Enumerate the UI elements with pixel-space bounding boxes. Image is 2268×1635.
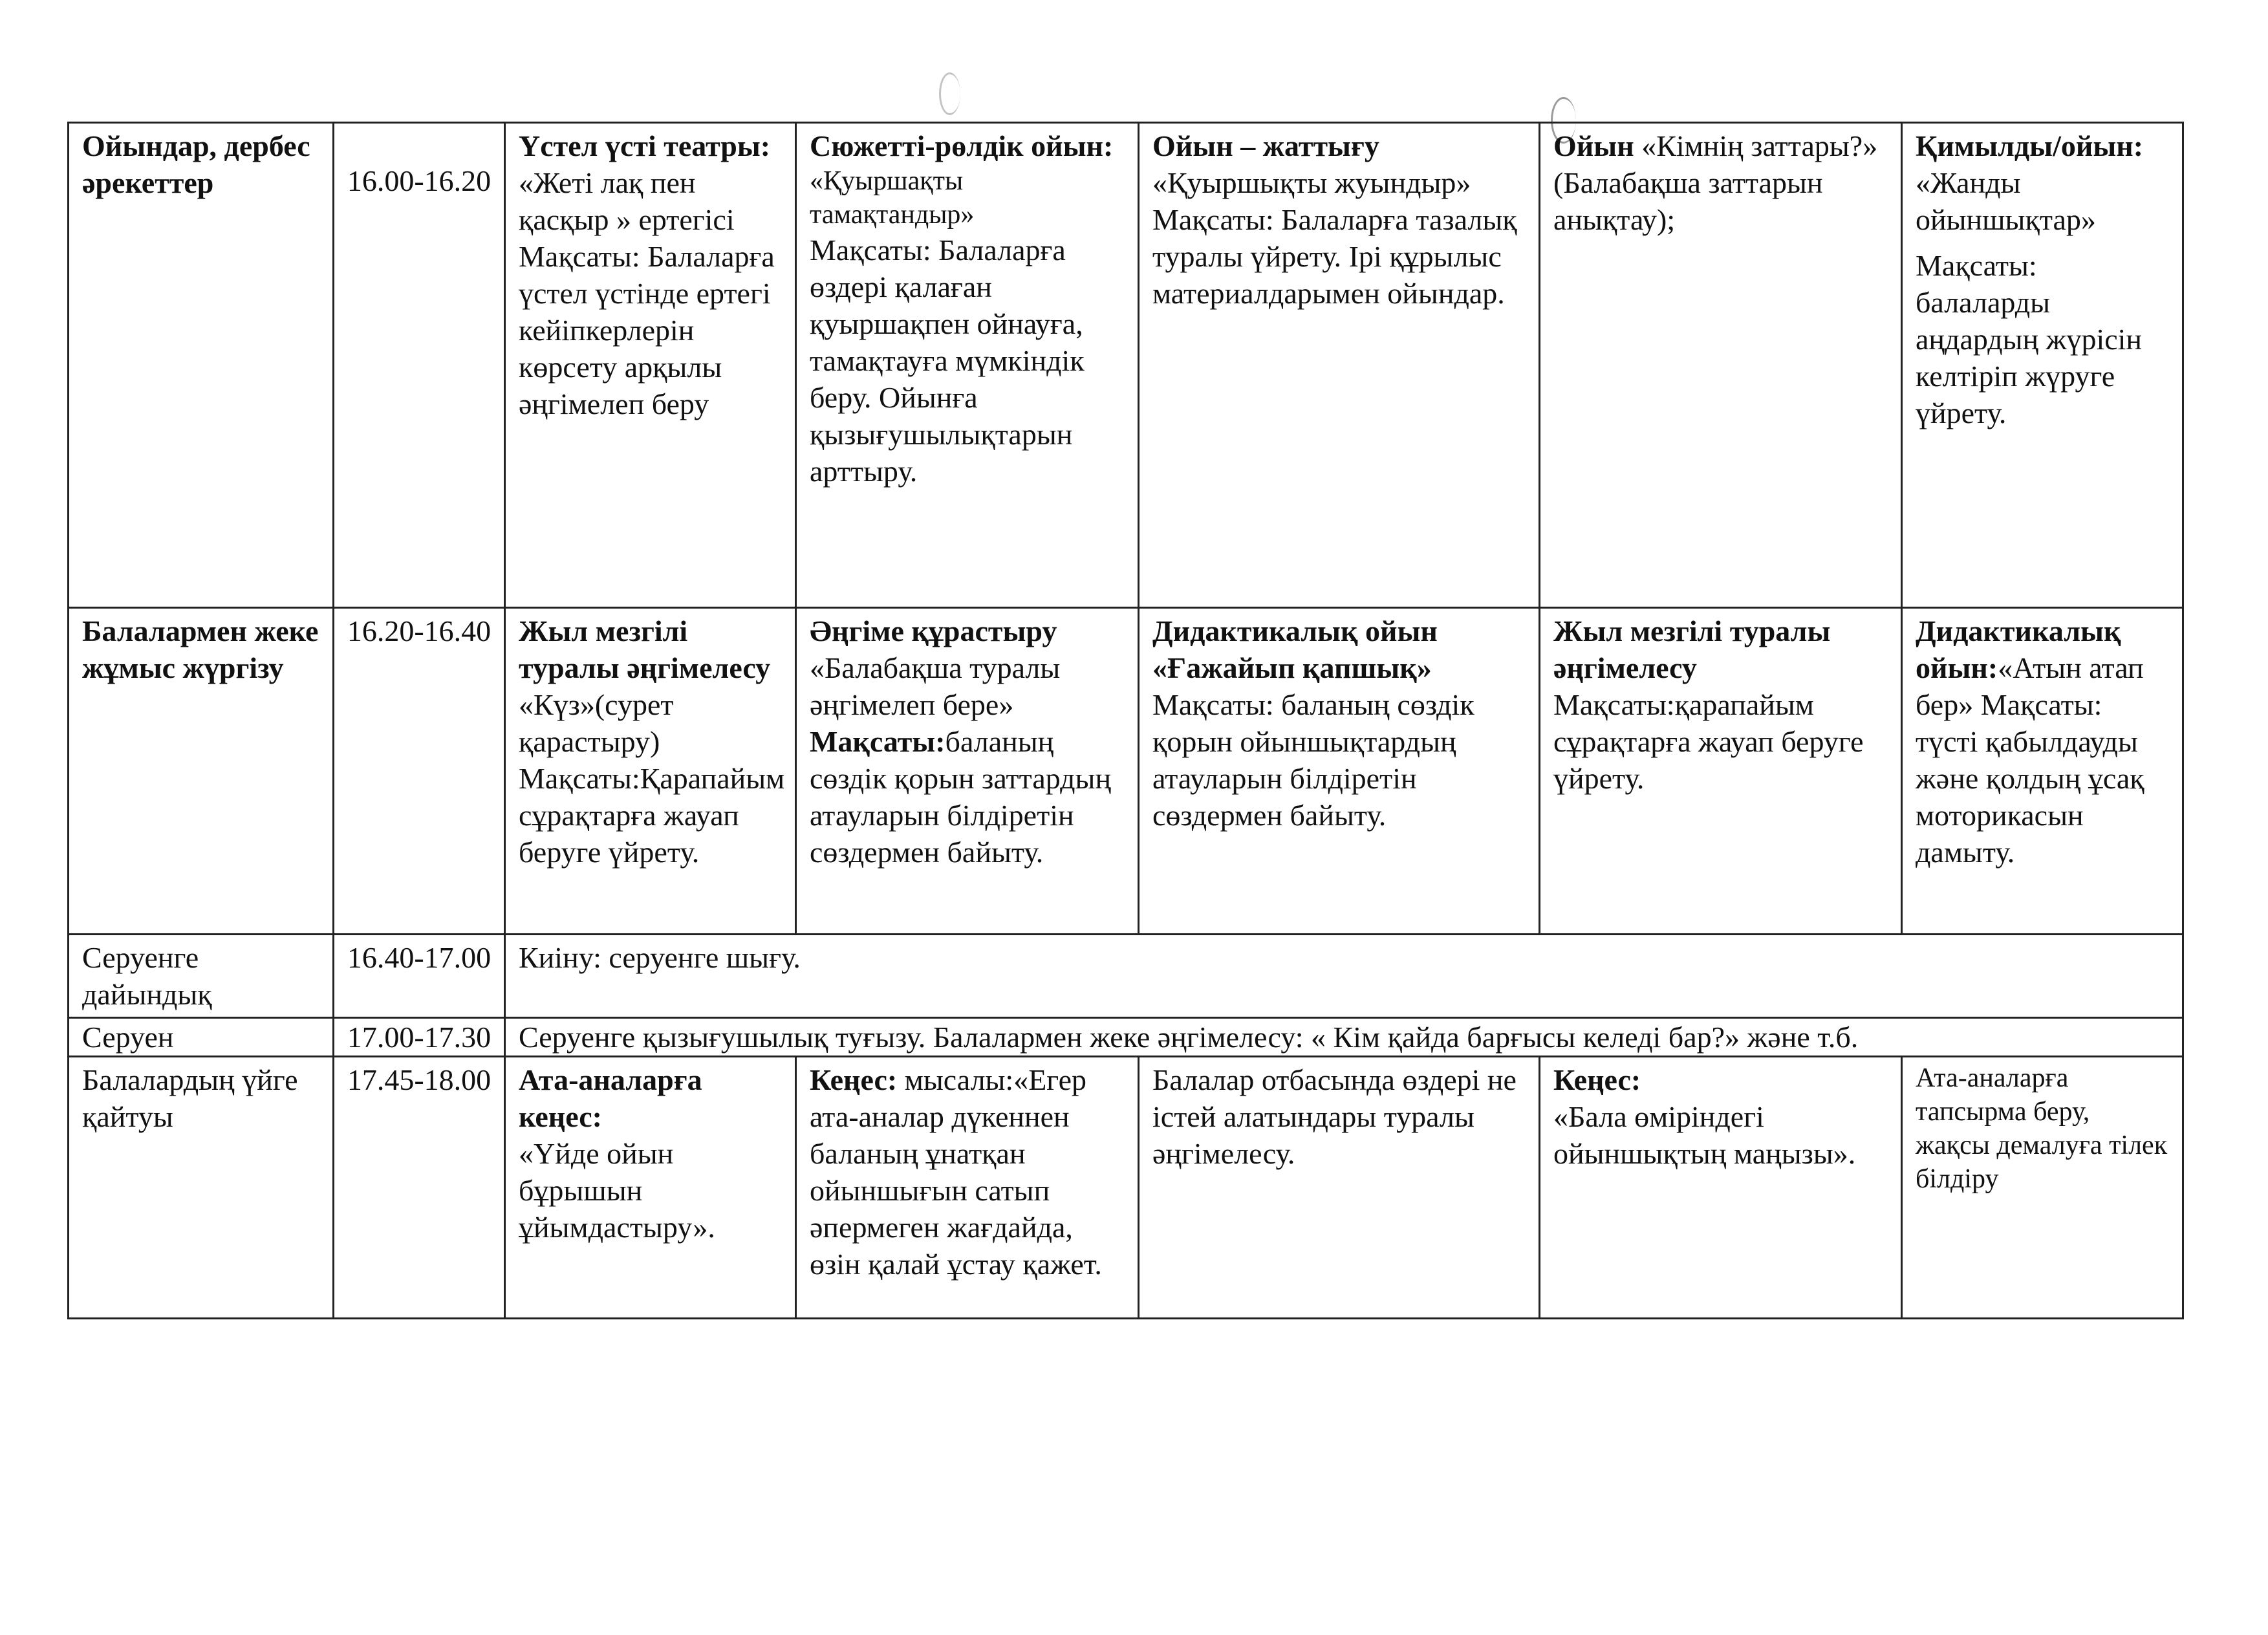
activity-title: Кеңес:: [1553, 1063, 1641, 1096]
activity-title: Үстел үсті театры:: [519, 129, 771, 162]
activity-title: Қимылды/ойын:: [1916, 129, 2144, 162]
row-label: Серуенге дайындық: [69, 935, 334, 1018]
activity-text: «Бала өміріндегі ойыншықтың маңызы».: [1553, 1100, 1856, 1170]
table-row: [69, 608, 2183, 935]
activity-text: Мақсаты: баланың сөздік қорын ойыншықтардың атауларын білдіретін сөздермен байыту.: [1152, 688, 1474, 832]
activity-title: Ойын – жаттығу: [1152, 129, 1379, 162]
time-cell: 16.20-16.40: [334, 608, 505, 935]
activity-cell: [1139, 1057, 1540, 1319]
span-cell: Киіну: серуенге шығу.: [505, 935, 2183, 1018]
activity-title: Ойын: [1553, 129, 1634, 162]
schedule-table: [67, 122, 2184, 1319]
activity-cell: [1540, 1057, 1902, 1319]
time-cell: 16.00-16.20: [334, 123, 505, 608]
row-label: Серуен: [69, 1018, 334, 1057]
activity-lead: Мақсаты:: [810, 725, 945, 758]
activity-title: Сюжетті-рөлдік ойын:: [810, 129, 1114, 162]
time-cell: 17.00-17.30: [334, 1018, 505, 1057]
activity-text: Балалар отбасында өздері не істей алатындары туралы әңгімелесу.: [1152, 1063, 1517, 1170]
activity-title: Жыл мезгілі туралы әңгімелесу: [1553, 614, 1831, 684]
activity-text: «Күз»(сурет қарастыру) Мақсаты:Қарапайым сұрақтарға жауап беруге үйрету.: [519, 688, 785, 869]
activity-text: «Жеті лақ пен қасқыр » ертегісі Мақсаты: Балаларға үстел үстінде ертегі кейіпкерлерін көрсету арқылы әңгімелеп беру: [519, 166, 775, 420]
activity-text: баланың сөздік қорын заттардың атауларын білдіретін сөздермен байыту.: [810, 725, 1112, 869]
activity-text: Ата-аналарға тапсырма беру, жақсы демалуға тілек білдіру: [1916, 1063, 2168, 1194]
activity-title: Ата-аналарға кеңес:: [519, 1063, 702, 1133]
scan-artifact: [939, 72, 960, 115]
activity-cell: [796, 608, 1139, 935]
activity-text: «Қуыршықты жуындыр» Мақсаты: Балаларға тазалық туралы үйрету. Ірі құрылыс материалдарымен ойындар.: [1152, 166, 1517, 310]
time-cell: 17.45-18.00: [334, 1057, 505, 1319]
activity-subtitle: «Балабақша туралы әңгімелеп бере»: [810, 651, 1061, 721]
activity-cell: [1139, 608, 1540, 935]
activity-text: «Кімнің заттары?» (Балабақша заттарын анықтау);: [1553, 129, 1878, 236]
activity-subtitle: «Жанды ойыншықтар»: [1916, 166, 2096, 236]
activity-text: Мақсаты: балаларды аңдардың жүрісін келтіріп жүруге үйрету.: [1916, 249, 2143, 429]
activity-text: «Үйде ойын бұрышын ұйымдастыру».: [519, 1137, 715, 1244]
table-row: [69, 935, 2183, 1018]
activity-text: Мақсаты: Балаларға өздері қалаған қуыршақпен ойнауға, тамақтауға мүмкіндік беру. Ойынға қызығушылықтарын арттыру.: [810, 233, 1085, 488]
activity-cell: [1902, 123, 2183, 608]
activity-cell: [796, 1057, 1139, 1319]
row-label: Балалармен жеке жұмыс жүргізу: [69, 608, 334, 935]
activity-cell: [1540, 123, 1902, 608]
table-row: [69, 1057, 2183, 1319]
activity-text: мысалы:«Егер ата-аналар дүкеннен баланың ұнатқан ойыншығын сатып әпермеген жағдайда, өзін қалай ұстау қажет.: [810, 1063, 1102, 1281]
activity-text: «Атын атап бер» Мақсаты: түсті қабылдауды және қолдың ұсақ моторикасын дамыту.: [1916, 651, 2144, 869]
activity-title: Дидактикалық ойын:: [1916, 614, 2121, 684]
activity-cell: [1139, 123, 1540, 608]
activity-cell: [505, 123, 796, 608]
activity-title: Әңгіме құрастыру: [810, 614, 1057, 647]
daily-schedule-table: [67, 122, 2182, 1319]
row-label: Ойындар, дербес әрекеттер: [69, 123, 334, 608]
table-row: [69, 123, 2183, 608]
activity-cell: [505, 1057, 796, 1319]
activity-cell: [1902, 1057, 2183, 1319]
table-row: [69, 1018, 2183, 1057]
activity-cell: [505, 608, 796, 935]
activity-title: Кеңес:: [810, 1063, 898, 1096]
activity-cell: [1540, 608, 1902, 935]
row-label: Балалардың үйге қайтуы: [69, 1057, 334, 1319]
activity-text: Мақсаты:қарапайым сұрақтарға жауап беруге үйрету.: [1553, 688, 1864, 795]
activity-title: Дидактикалық ойын «Ғажайып қапшық»: [1152, 614, 1438, 684]
activity-cell: [1902, 608, 2183, 935]
span-cell: Серуенге қызығушылық туғызу. Балалармен жеке әңгімелесу: « Кім қайда барғысы келеді бар?» және т.б.: [505, 1018, 2183, 1057]
time-cell: 16.40-17.00: [334, 935, 505, 1018]
activity-cell: [796, 123, 1139, 608]
activity-subtitle: «Қуыршақты тамақтандыр»: [810, 166, 975, 230]
activity-title: Жыл мезгілі туралы әңгімелесу: [519, 614, 771, 684]
